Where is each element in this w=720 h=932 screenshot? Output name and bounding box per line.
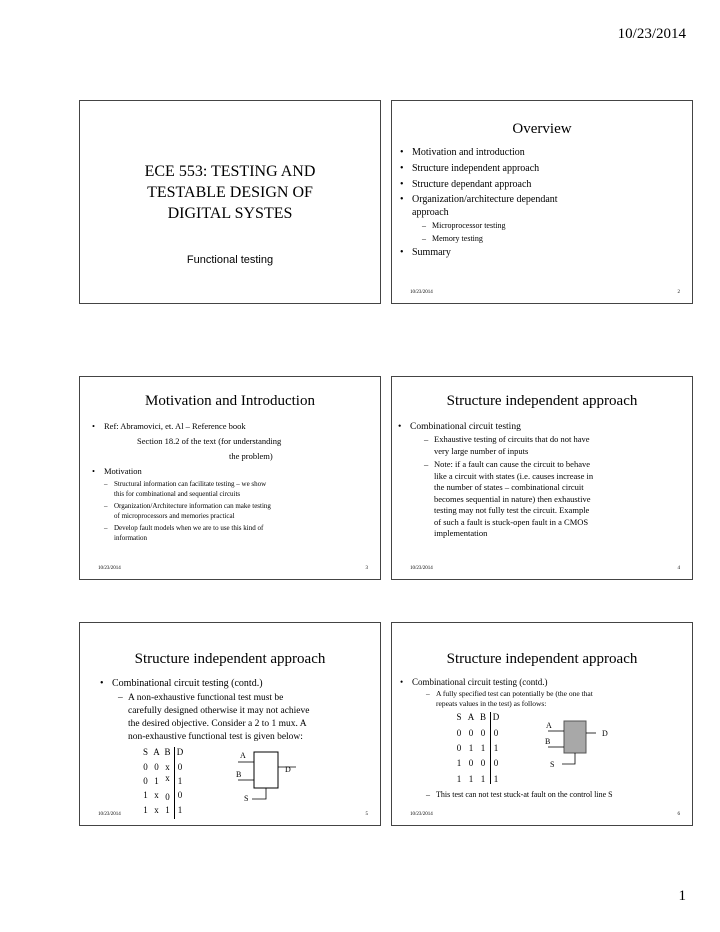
table-cell: 1 [493, 774, 499, 784]
footer-date: 10/23/2014 [410, 566, 433, 571]
footer-date: 10/23/2014 [410, 290, 433, 295]
footer-date: 10/23/2014 [98, 566, 121, 571]
table-row [140, 773, 187, 786]
sub-text: the number of states – combinational circuit [434, 482, 584, 492]
table-header-cell: D [492, 712, 500, 722]
bullet-text: approach [412, 207, 449, 218]
footer-date: 10/23/2014 [98, 812, 121, 817]
sub-list [398, 434, 688, 540]
sub-text: very large number of inputs [434, 445, 529, 456]
sub-item [424, 434, 688, 457]
sub-text: Develop fault models when we are to use this kind of [114, 524, 264, 532]
table-cell: 1 [456, 774, 462, 784]
slide-title: Motivation and Introduction [145, 393, 315, 409]
table-header-cell: B [164, 747, 171, 757]
table-cell: 1 [468, 743, 474, 753]
list-item: • Ref: Abramovici, et. Al – Reference book [92, 420, 372, 433]
title-line: TESTABLE DESIGN OF [147, 184, 313, 201]
sub-list [400, 219, 680, 245]
mux-label-a: A [240, 751, 246, 760]
slide-1-title [80, 161, 380, 224]
slide-body [92, 420, 372, 543]
footer-page: 5 [365, 812, 368, 817]
table-cell: 0 [143, 776, 148, 786]
slide-1-subtitle: Functional testing [186, 254, 274, 266]
ref-line: Section 18.2 of the text (for understanding [137, 436, 282, 446]
sub-list [400, 689, 685, 709]
sub-text: like a circuit with states (i.e. causes increase in [434, 470, 594, 481]
table-row [453, 728, 503, 738]
sub-text: information [114, 534, 148, 542]
table-header-cell: D [176, 747, 184, 757]
table-row [140, 805, 187, 815]
list-item: • Summary [400, 245, 680, 261]
table-cell: x [165, 762, 170, 772]
footer-page: 4 [677, 566, 680, 571]
sub-text: Structural information can facilitate testing – we show [114, 480, 267, 488]
list-item: • Structure dependant approach [400, 177, 680, 193]
table-cell: 0 [165, 792, 170, 802]
slide-title: Structure independent approach [134, 651, 326, 667]
table-cell: 0 [177, 762, 183, 772]
bullet-list [400, 145, 680, 261]
footer-page: 3 [365, 566, 368, 571]
table-row [453, 758, 503, 768]
list-item: • Combinational circuit testing (contd.) [100, 675, 370, 692]
truth-table [140, 747, 200, 819]
table-cell: 0 [143, 762, 148, 772]
mux-select-wire [562, 753, 575, 764]
table-cell: 0 [493, 758, 499, 768]
list-item: • Combinational circuit testing [398, 420, 688, 434]
mux-label-d: D [602, 729, 608, 738]
sub-text: this for combinational and sequential circuits [114, 490, 241, 498]
sub-text: Organization/Architecture information can make testing [114, 502, 271, 510]
table-row [140, 790, 187, 800]
table-header-cell: S [142, 747, 148, 757]
table-cell: 1 [143, 790, 148, 800]
sub-list [100, 692, 370, 744]
sub-text: implementation [434, 528, 488, 538]
list-item: • Structure independent approach [400, 161, 680, 177]
footer-page: 2 [677, 290, 680, 295]
mux-label-b: B [236, 770, 242, 779]
table-cell: 0 [468, 728, 474, 738]
footer-page: 6 [677, 812, 680, 817]
ref-line: the problem) [229, 451, 273, 461]
table-row [453, 743, 503, 753]
page-header-date: 10/23/2014 [617, 26, 686, 42]
table-cell: 0 [456, 728, 462, 738]
sub-item: – Memory testing [422, 232, 680, 245]
slide-body [400, 675, 685, 709]
sub-text: repeats values in the test) as follows: [436, 699, 547, 708]
slide-2 [391, 100, 693, 304]
mux-diagram [536, 719, 626, 775]
bullet-text: Organization/architecture dependant [412, 194, 558, 205]
sub-list [92, 479, 372, 543]
slide-title: Overview [512, 121, 572, 137]
sub-text: A non-exhaustive functional test must be [128, 693, 284, 703]
table-header-cell: S [456, 712, 462, 722]
table-row [140, 762, 187, 772]
mux-label-a: A [546, 721, 552, 730]
sub-item [104, 479, 372, 499]
table-row [453, 774, 503, 784]
sub-text: testing may not fully test the circuit. Example [434, 505, 590, 515]
title-line: ECE 553: TESTING AND [144, 163, 316, 180]
table-cell: 0 [177, 790, 183, 800]
sub-text: non-exhaustive functional test is given below: [128, 732, 303, 742]
table-cell: 1 [177, 776, 183, 786]
slide-body [398, 420, 688, 540]
sub-text: of microprocessors and memories practical [114, 512, 235, 520]
table-cell: 0 [480, 758, 486, 768]
mux-block [254, 752, 278, 788]
table-cell: x [165, 773, 170, 783]
table-cell: 1 [480, 774, 486, 784]
table-cell: 1 [456, 758, 462, 768]
page-number: 1 [678, 888, 686, 904]
table-header [453, 712, 503, 722]
table-cell: 1 [177, 805, 183, 815]
slide-5 [79, 622, 381, 826]
slide-4 [391, 376, 693, 580]
mux-label-b: B [545, 737, 551, 746]
list-item: • Motivation and introduction [400, 145, 680, 161]
table-cell: 0 [456, 743, 462, 753]
sub-item [424, 459, 688, 540]
slide-3 [79, 376, 381, 580]
sub-item [104, 523, 372, 543]
table-cell: 1 [468, 774, 474, 784]
sub-item: – Microprocessor testing [422, 219, 680, 232]
sub-item [118, 692, 370, 744]
sub-text: the desired objective. Consider a 2 to 1 mux. A [128, 719, 307, 729]
table-cell: 0 [493, 728, 499, 738]
table-cell: 0 [480, 728, 486, 738]
mux-label-d: D [285, 765, 291, 774]
sub-text: Note: if a fault can cause the circuit to behave [434, 459, 590, 469]
mux-select-wire [252, 788, 266, 799]
list-item: • Motivation [92, 463, 372, 479]
table-cell: 1 [165, 805, 170, 815]
slide-1 [79, 100, 381, 304]
table-cell: 0 [154, 762, 159, 772]
sub-text: of such a fault is stuck-open fault in a CMOS [434, 516, 589, 527]
list-item: • Combinational circuit testing (contd.) [400, 675, 685, 689]
table-header-cell: B [479, 712, 486, 722]
table-cell: 1 [480, 743, 486, 753]
truth-table [453, 712, 513, 784]
sub-item [104, 501, 372, 521]
sub-text: A fully specified test can potentially be (the one that [436, 689, 593, 698]
list-item [400, 193, 680, 219]
sub-item [426, 689, 685, 709]
table-cell: 1 [493, 743, 499, 753]
table-cell: x [154, 790, 159, 800]
table-header-cell: A [467, 712, 475, 722]
slide-note: – This test can not test stuck-at fault on the control line S [426, 790, 613, 799]
mux-diagram [230, 747, 320, 807]
table-header-cell: A [153, 747, 160, 757]
title-line: DIGITAL SYSTES [167, 205, 293, 222]
table-cell: 0 [468, 758, 474, 768]
mux-label-s: S [244, 794, 249, 803]
slide-title: Structure independent approach [446, 393, 638, 409]
table-cell: x [154, 805, 159, 815]
mux-label-s: S [550, 760, 555, 769]
table-cell: 1 [154, 776, 159, 786]
slide-title: Structure independent approach [446, 651, 638, 667]
slide-6 [391, 622, 693, 826]
footer-date: 10/23/2014 [410, 812, 433, 817]
sub-text: becomes sequential in nature) then exhaustive [434, 493, 591, 504]
sub-text: carefully designed otherwise it may not achieve [128, 706, 310, 716]
table-cell: 1 [143, 805, 148, 815]
table-header [140, 747, 187, 757]
sub-text: Exhaustive testing of circuits that do not have [434, 434, 590, 444]
slide-body [100, 675, 370, 744]
mux-block [564, 721, 586, 753]
